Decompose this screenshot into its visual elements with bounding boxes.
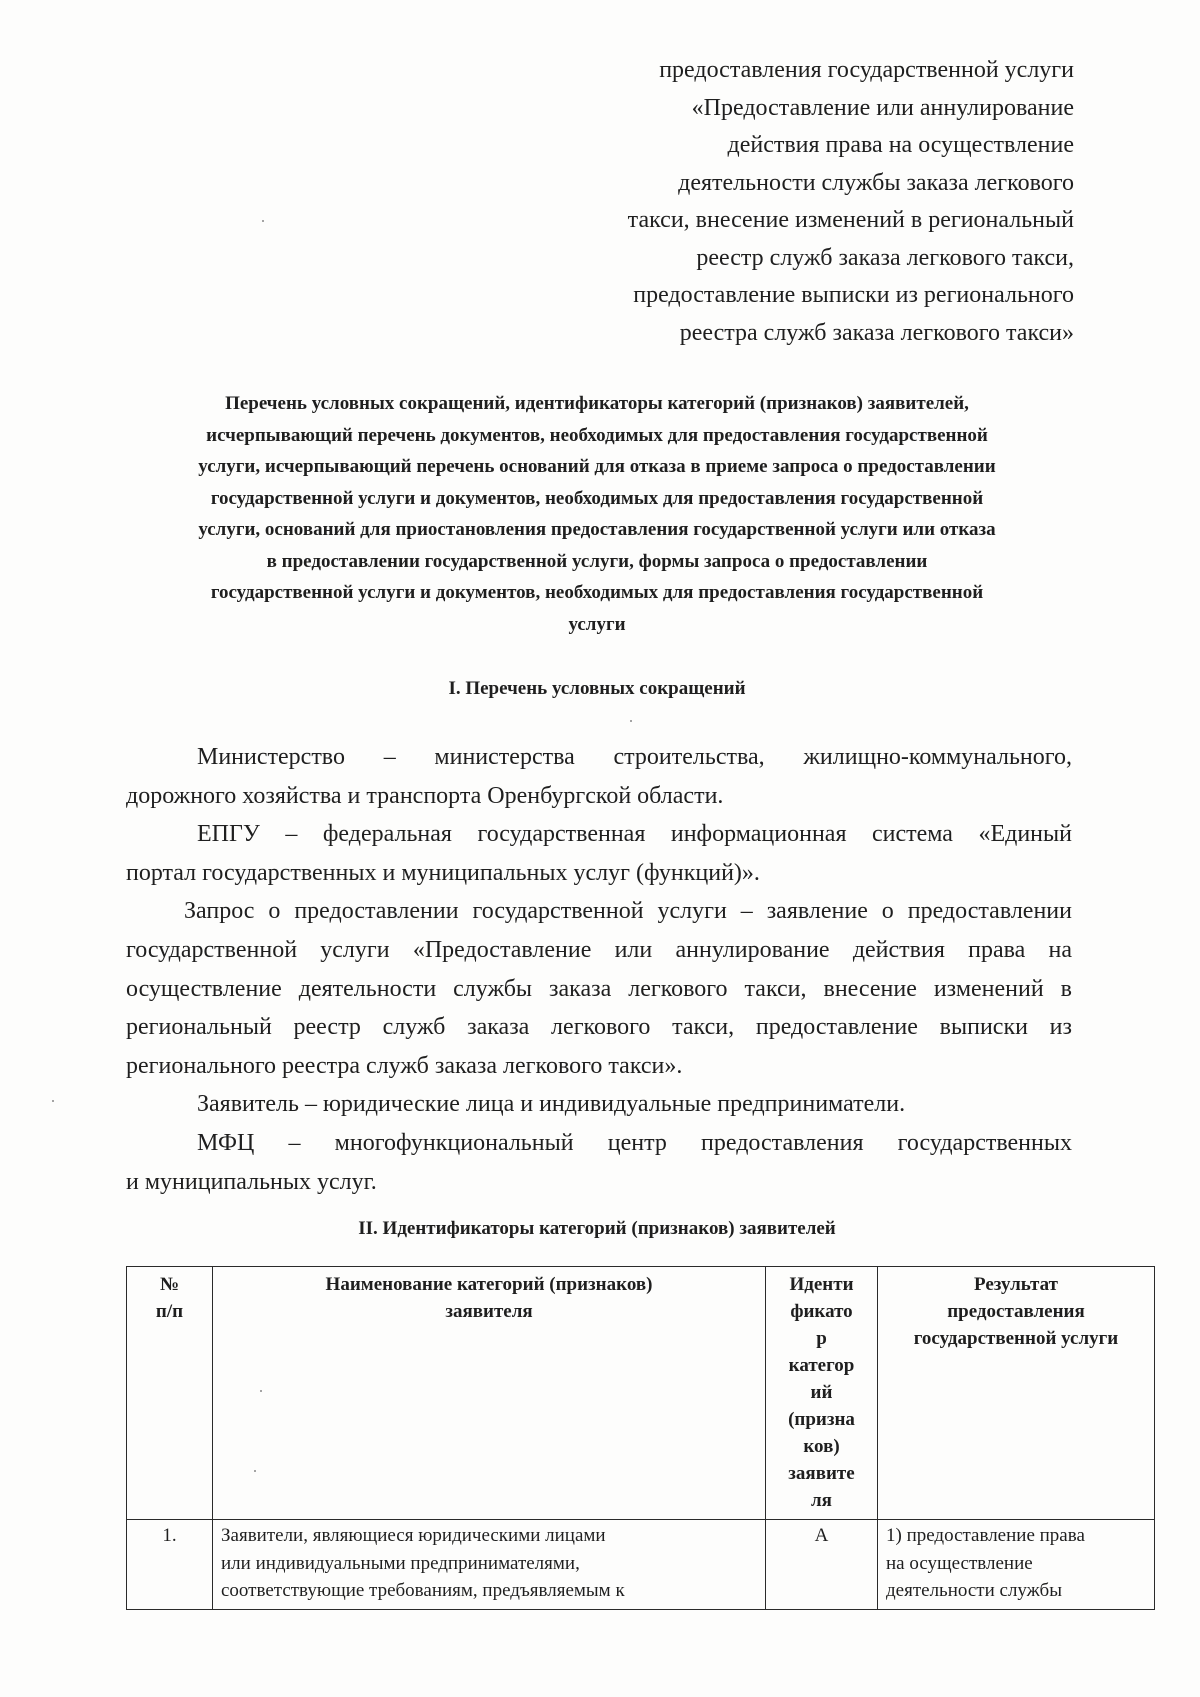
document-title — [122, 388, 1072, 640]
title-line: исчерпывающий перечень документов, необходимых для предоставления государственной — [206, 424, 988, 446]
header-result: Результат предоставления государственной услуги — [878, 1267, 1155, 1520]
header-identifier: Иденти фикато р категор ий (призна ков) заявите ля — [766, 1267, 878, 1520]
abbreviations-list — [126, 738, 1072, 1201]
header-line: действия права на осуществление — [727, 132, 1074, 158]
title-line: государственной услуги и документов, необходимых для предоставления государственной — [210, 487, 984, 509]
title-line: услуги, оснований для приостановления предоставления государственной услуги или отказа — [198, 519, 996, 540]
title-line: государственной услуги и документов, необходимых для предоставления государственной — [210, 582, 984, 603]
abbrev-request-line: регионального реестра служб заказа легкового такси». — [126, 1052, 683, 1079]
cell-identifier: А — [766, 1520, 878, 1610]
table-header-row — [127, 1267, 1155, 1520]
title-line: услуги, исчерпывающий перечень оснований для отказа в приеме запроса о предоставлении — [198, 456, 996, 477]
abbrev-request-line: государственной услуги «Предоставление или аннулирование действия права на — [126, 936, 1072, 963]
scan-speck — [630, 720, 632, 722]
scan-speck — [254, 1470, 256, 1472]
abbrev-mfc-line: и муниципальных услуг. — [126, 1168, 377, 1195]
header-line: такси, внесение изменений в региональный — [627, 207, 1074, 233]
cell-result: 1) предоставление права на осуществление деятельности службы — [878, 1520, 1155, 1610]
header-line: реестр служб заказа легкового такси, — [696, 244, 1074, 271]
scan-speck — [52, 1100, 54, 1102]
abbrev-ministry-line: дорожного хозяйства и транспорта Оренбургской области. — [126, 782, 724, 809]
header-annex-reference — [628, 52, 1074, 352]
title-line: услуги — [568, 613, 626, 635]
abbrev-request-line: региональный реестр служб заказа легкового такси, предоставление выписки из — [126, 1014, 1072, 1041]
section-1-heading: I. Перечень условных сокращений — [448, 678, 746, 699]
abbrev-request-line: Запрос о предоставлении государственной услуги – заявление о предоставлении — [184, 898, 1072, 925]
applicant-categories-table — [126, 1266, 1155, 1610]
header-line: предоставления государственной услуги — [659, 57, 1074, 83]
header-line: деятельности службы заказа легкового — [678, 169, 1074, 196]
scan-speck — [260, 1390, 262, 1392]
table-row — [127, 1520, 1155, 1610]
title-line: Перечень условных сокращений, идентификаторы категорий (признаков) заявителей, — [225, 393, 969, 414]
header-line: реестра служб заказа легкового такси» — [679, 319, 1074, 346]
header-category-name: Наименование категорий (признаков) заявителя — [213, 1267, 766, 1520]
header-line: «Предоставление или аннулирование — [691, 94, 1074, 121]
cell-num: 1. — [127, 1520, 213, 1610]
abbrev-applicant-line: Заявитель – юридические лица и индивидуальные предприниматели. — [197, 1091, 906, 1118]
abbrev-epgu-line: ЕПГУ – федеральная государственная информационная система «Единый — [197, 821, 1072, 848]
abbrev-request-line: осуществление деятельности службы заказа легкового такси, внесение изменений в — [126, 975, 1072, 1002]
abbrev-mfc-line: МФЦ – многофункциональный центр предоставления государственных — [197, 1129, 1072, 1156]
section-2-heading: II. Идентификаторы категорий (признаков) заявителей — [358, 1218, 836, 1239]
abbrev-ministry-line: Министерство – министерства строительства, жилищно-коммунального, — [197, 744, 1072, 770]
abbrev-epgu-line: портал государственных и муниципальных услуг (функций)». — [126, 859, 760, 886]
cell-category-name: Заявители, являющиеся юридическими лицами или индивидуальными предпринимателями, соответствующие требованиям, предъявляемым к — [213, 1520, 766, 1610]
header-line: предоставление выписки из регионального — [633, 282, 1074, 308]
scan-speck — [262, 220, 264, 222]
header-num: № п/п — [127, 1267, 213, 1520]
title-line: в предоставлении государственной услуги, формы запроса о предоставлении — [266, 550, 928, 572]
